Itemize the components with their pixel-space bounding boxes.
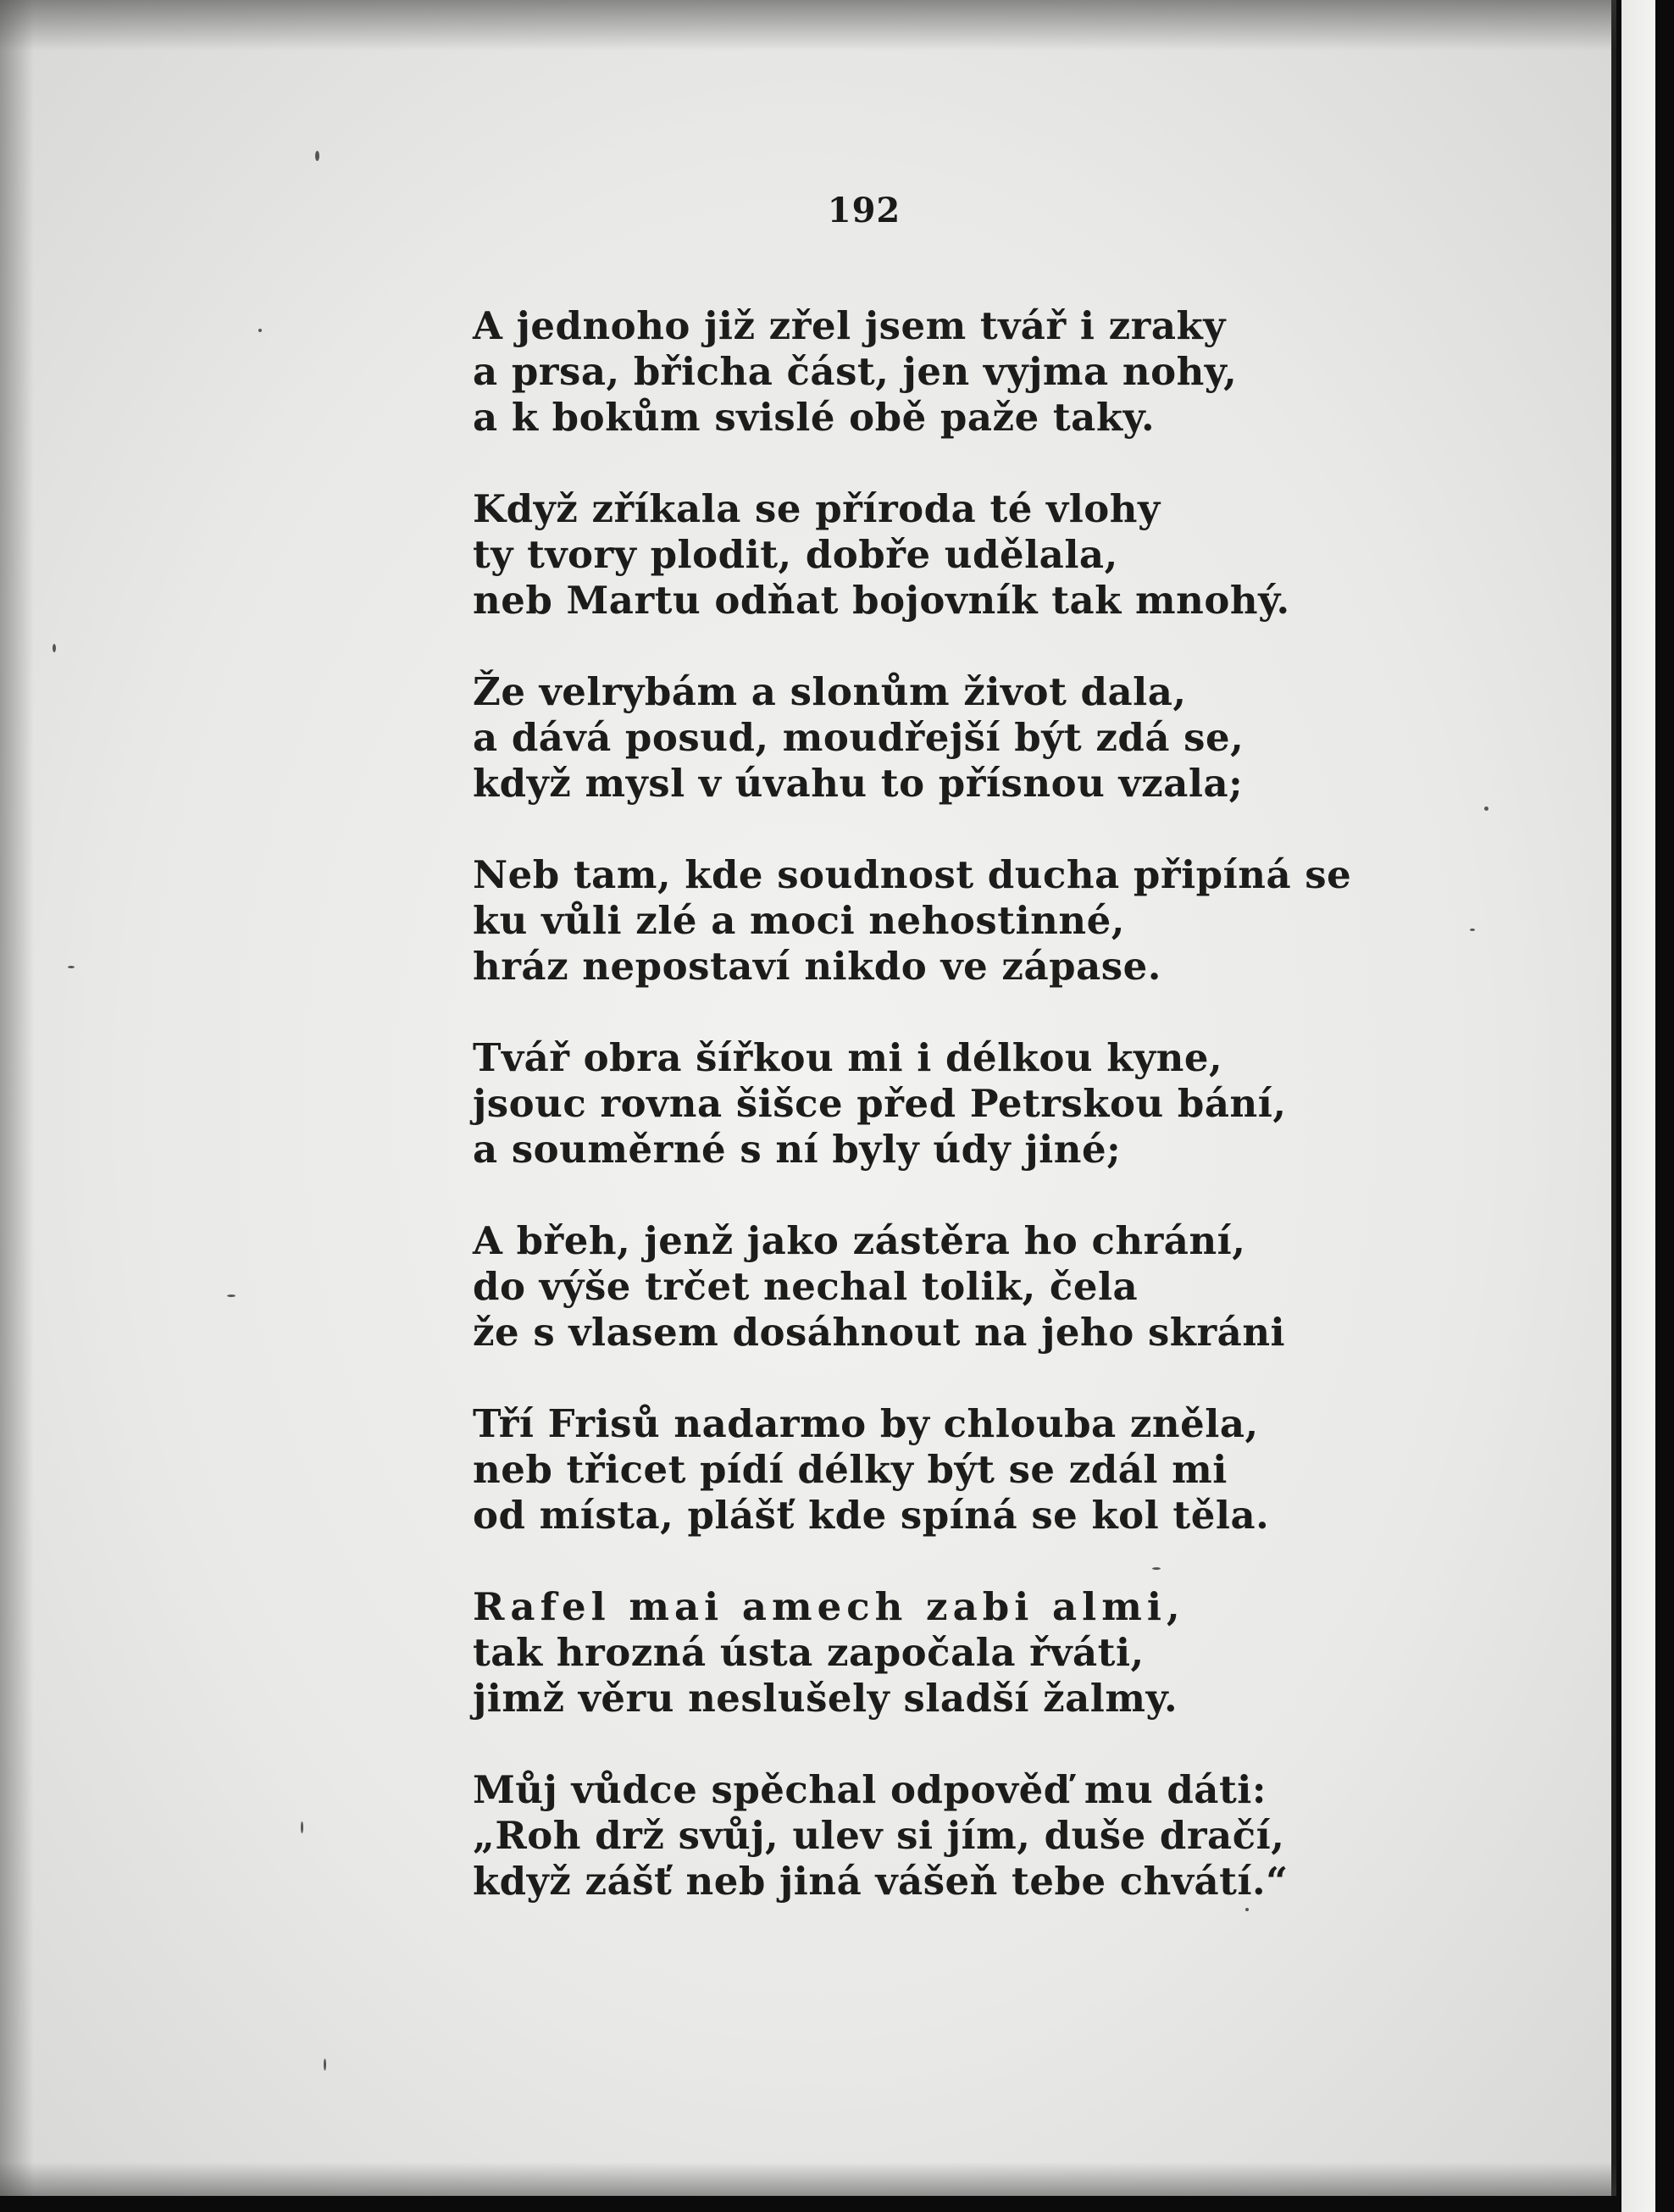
verse-line: Můj vůdce spěchal odpověď mu dáti: [473, 1767, 1267, 1812]
verse-line: „Roh drž svůj, ulev si jím, duše dračí, [473, 1813, 1285, 1858]
scan-speck [1484, 807, 1488, 811]
scan-speck [1245, 1908, 1249, 1911]
stanza-6 [473, 1218, 1354, 1355]
stanza-5 [473, 1035, 1354, 1173]
verse-line: a souměrné s ní byly údy jiné; [473, 1127, 1122, 1172]
verse-line: do výše trčet nechal tolik, čela [473, 1264, 1139, 1309]
stanza-2 [473, 486, 1354, 624]
verse-line: A jednoho již zřel jsem tvář i zraky [473, 303, 1226, 348]
verse-line: jsouc rovna šišce před Petrskou bání, [473, 1081, 1287, 1126]
page-shadow-top [0, 0, 1616, 51]
verse-line: ty tvory plodit, dobře udělala, [473, 532, 1118, 577]
verse-line: od místa, plášť kde spíná se kol těla. [473, 1493, 1270, 1538]
verse-line-spaced: Rafel mai amech zabi almi, [473, 1584, 1185, 1629]
verse-line: jimž věru neslušely sladší žalmy. [473, 1676, 1178, 1721]
scan-speck [1152, 1567, 1161, 1570]
verse-line: hráz nepostaví nikdo ve zápase. [473, 944, 1161, 989]
verse-line: A břeh, jenž jako zástěra ho chrání, [473, 1218, 1246, 1263]
verse-line: neb Martu odňat bojovník tak mnohý. [473, 578, 1290, 623]
verse-line: Že velrybám a slonům život dala, [473, 669, 1187, 714]
verse-line: a prsa, břicha část, jen vyjma nohy, [473, 349, 1238, 394]
verse-line: Tří Frisů nadarmo by chlouba zněla, [473, 1401, 1259, 1446]
stanza-7 [473, 1401, 1354, 1538]
page-number: 192 [827, 191, 901, 230]
verse-line: tak hrozná ústa započala řváti, [473, 1630, 1145, 1675]
stanza-1 [473, 303, 1354, 441]
stanza-3 [473, 669, 1354, 807]
scan-speck [301, 1821, 303, 1833]
verse-line: že s vlasem dosáhnout na jeho skráni [473, 1310, 1286, 1355]
adjacent-page-edge [1621, 0, 1655, 2212]
verse-line: Tvář obra šířkou mi i délkou kyne, [473, 1035, 1223, 1080]
poem [473, 303, 1354, 1950]
verse-line: a k bokům svislé obě paže taky. [473, 395, 1156, 440]
page-shadow-left [0, 0, 34, 2196]
scan-speck [53, 644, 56, 652]
scan-speck [227, 1294, 236, 1297]
scan-speck [1470, 929, 1475, 931]
verse-line: Když zříkala se příroda té vlohy [473, 486, 1161, 531]
scan-speck [258, 329, 262, 332]
page-shadow-bottom [0, 2162, 1616, 2196]
scan-speck [324, 2059, 326, 2071]
verse-line: neb třicet pídí délky být se zdál mi [473, 1447, 1228, 1492]
stanza-9 [473, 1767, 1354, 1904]
scan-speck [68, 966, 75, 968]
stanza-4 [473, 852, 1354, 990]
scan-speck [315, 151, 319, 161]
verse-line: když zášť neb jiná vášeň tebe chvátí.“ [473, 1859, 1289, 1904]
verse-line: když mysl v úvahu to přísnou vzala; [473, 761, 1244, 806]
stanza-8 [473, 1584, 1354, 1721]
verse-line: Neb tam, kde soudnost ducha připíná se [473, 852, 1352, 897]
verse-line: a dává posud, moudřejší být zdá se, [473, 715, 1244, 760]
verse-line: ku vůli zlé a moci nehostinné, [473, 898, 1125, 943]
